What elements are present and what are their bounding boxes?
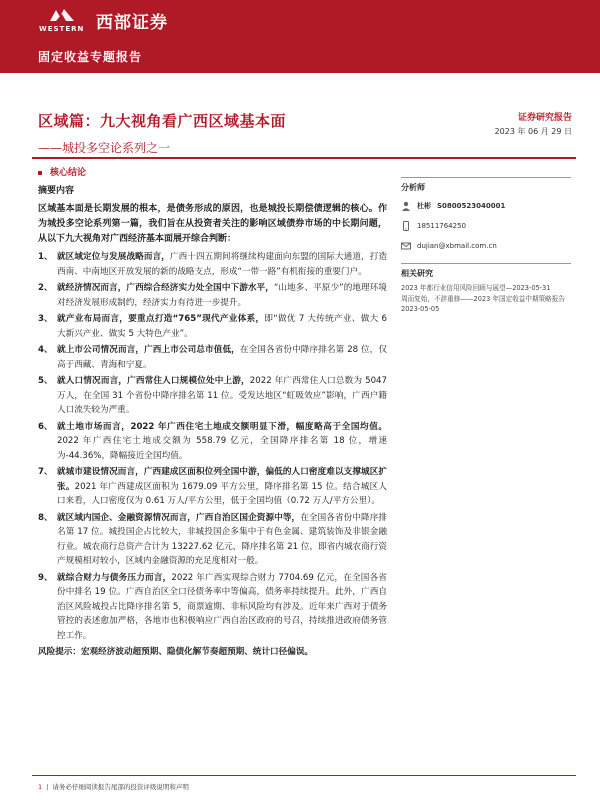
analyst-email[interactable]: dujian@xbmail.com.cn [417,242,497,250]
point-number: 4、 [38,345,53,355]
footer-separator: | [46,783,49,791]
risk-warning [38,645,387,659]
key-point [38,281,387,310]
phone-icon [401,221,411,231]
point-number: 9、 [38,572,53,583]
related-research-list [401,283,571,314]
analyst-row [401,199,571,213]
key-point [38,374,387,418]
point-lead: 就区域定位与发展战略而言， [57,252,170,262]
sidebar [401,177,571,315]
abstract-body [38,184,387,659]
point-lead: 就城市建设情况而言，广西建成区面积位列全国中游，偏低的人口密度难以支撑城区扩张。 [57,467,387,492]
point-text: 2022 年广西常住人口总数为 5047 万人，在全国 31 个省份中降序排名第 11 位。受发达地区“虹吸效应”影响，广西户籍人口流失较为严重。 [57,376,387,415]
point-lead: 就区域内国企、金融资源情况而言，广西自治区国企资源中等， [57,512,301,523]
point-text: 2022 年广西实现综合财力 7704.69 亿元，在全国各省份中排名 19 位。广西自治区全口径债务率中等偏高，债务率持续提升。此外，广西自治区风险城投占比降序排名第 5，商票逾期、非标风险均有涉及。近年来广西对于债务管控的表述愈加严格，各地市也积极响应广西自治区政府的号召，持续推进政府债务管控工作。 [57,572,387,641]
key-point [38,312,387,341]
point-text: “山地多、平原少”的地理环境对经济发展形成制约，经济实力有待进一步提升。 [57,283,387,308]
point-number: 3、 [38,314,53,324]
point-number: 2、 [38,283,53,293]
point-text: 2022 年广西住宅土地成交额为 558.79 亿元，全国降序排名第 18 位，增速为-44.36%，降幅接近全国均值。 [57,436,387,461]
point-lead: 就人口情况而言，广西常住人口规模位处中上游， [57,376,250,386]
analyst-heading: 分析师 [401,177,571,193]
point-number: 1、 [38,252,53,262]
header-band [0,0,600,73]
risk-label: 风险提示： [38,647,81,657]
point-text: 在全国各省份中降序排名第 17 位。城投国企占比较大，非城投国企多集中于有色金属、建筑装饰及非银金融行业。城农商行总资产合计为 13227.62 亿元，降序排名第 21 位，即省内城农商行资产规模相对较小，区域内金融资源的充足度相对一般。 [57,512,387,566]
report-title: 区域篇：九大视角看广西区域基本面 [38,112,287,130]
footer-disclaimer: 请务必仔细阅读报告尾部的投资评级说明和声明 [52,783,189,791]
point-text: 广西十四五期间将继续构建面向东盟的国际大通道，打造西南、中南地区开放发展的新的战略支点，形成“一带一路”有机衔接的重要门户。 [57,252,387,277]
key-point [38,465,387,509]
footer-text [38,782,189,791]
report-date: 2023 年 06 月 29 日 [494,127,572,136]
point-text: 2021 年广西建成区面积为 1679.09 平方公里，降序排名第 15 位。结合城区人口来看，人口密度仅为 0.61 万人/平方公里，低于全国均值（0.72 万人/平方公里）。 [57,481,387,506]
point-text: 在全国各省份中降序排名第 28 位，仅高于西藏、青海和宁夏。 [57,345,387,370]
brand-en: WESTERN [39,25,85,33]
related-heading: 相关研究 [401,263,571,279]
brand-cn: 西部证券 [96,13,168,33]
email-row [401,239,571,253]
footer-divider [32,775,576,776]
research-label: 证券研究报告 [517,113,572,123]
key-point [38,571,387,644]
section-heading [38,165,86,178]
section-heading-text: 核心结论 [50,168,87,178]
point-lead: 就产业布局而言，要重点打造“765”现代产业体系， [57,314,265,324]
person-icon [401,201,411,211]
point-number: 7、 [38,467,53,477]
point-lead: 就土地市场而言，2022 年广西住宅土地成交额明显下滑，幅度略高于全国均值。 [57,421,387,432]
point-lead: 就综合财力与债务压力而言， [57,572,172,583]
key-point [38,250,387,279]
report-type: 固定收益专题报告 [38,50,143,64]
title-divider [32,157,576,159]
analyst-phone: 18511764250 [417,222,466,230]
report-subtitle: ——城投多空论系列之一 [38,141,171,155]
point-lead: 就经济情况而言，广西综合经济实力处全国中下游水平， [57,283,274,293]
bullet-icon [38,171,42,175]
analyst-cert: S0800523040001 [437,202,506,210]
western-logo-icon [48,7,76,23]
key-point [38,343,387,372]
key-point [38,420,387,464]
mail-icon [401,241,411,251]
point-number: 6、 [38,421,53,432]
point-number: 8、 [38,512,53,523]
key-points-list [38,250,387,643]
phone-row [401,219,571,233]
abstract-intro: 区域基本面是长期发展的根本，是债务形成的原因，也是城投长期偿债逻辑的核心。作为城投多空论系列第一篇，我们旨在从投资者关注的影响区域债券市场的中长期问题，从以下九大视角对广西经济基本面展开综合判断： [38,204,387,244]
page-number: 1 [38,783,43,791]
related-link[interactable]: 周而复始，不辞重修——2023 年国定收益中期策略报告 2023-05-05 [401,295,565,313]
point-lead: 就上市公司情况而言，广西上市公司总市值低， [57,345,240,355]
risk-text: 宏观经济波动超预期、隐债化解节奏超预期、统计口径偏误。 [80,647,314,657]
point-text: 即“做优 7 大传统产业、做大 6 大新兴产业、做实 5 大特色产业”。 [57,314,387,339]
abstract-title: 摘要内容 [38,186,75,196]
key-point [38,511,387,569]
analyst-name: 杜彬 [417,202,431,210]
point-number: 5、 [38,376,53,386]
related-link[interactable]: 2023 年都行业信用风险回顾与展望—2023-05-31 [401,284,551,292]
